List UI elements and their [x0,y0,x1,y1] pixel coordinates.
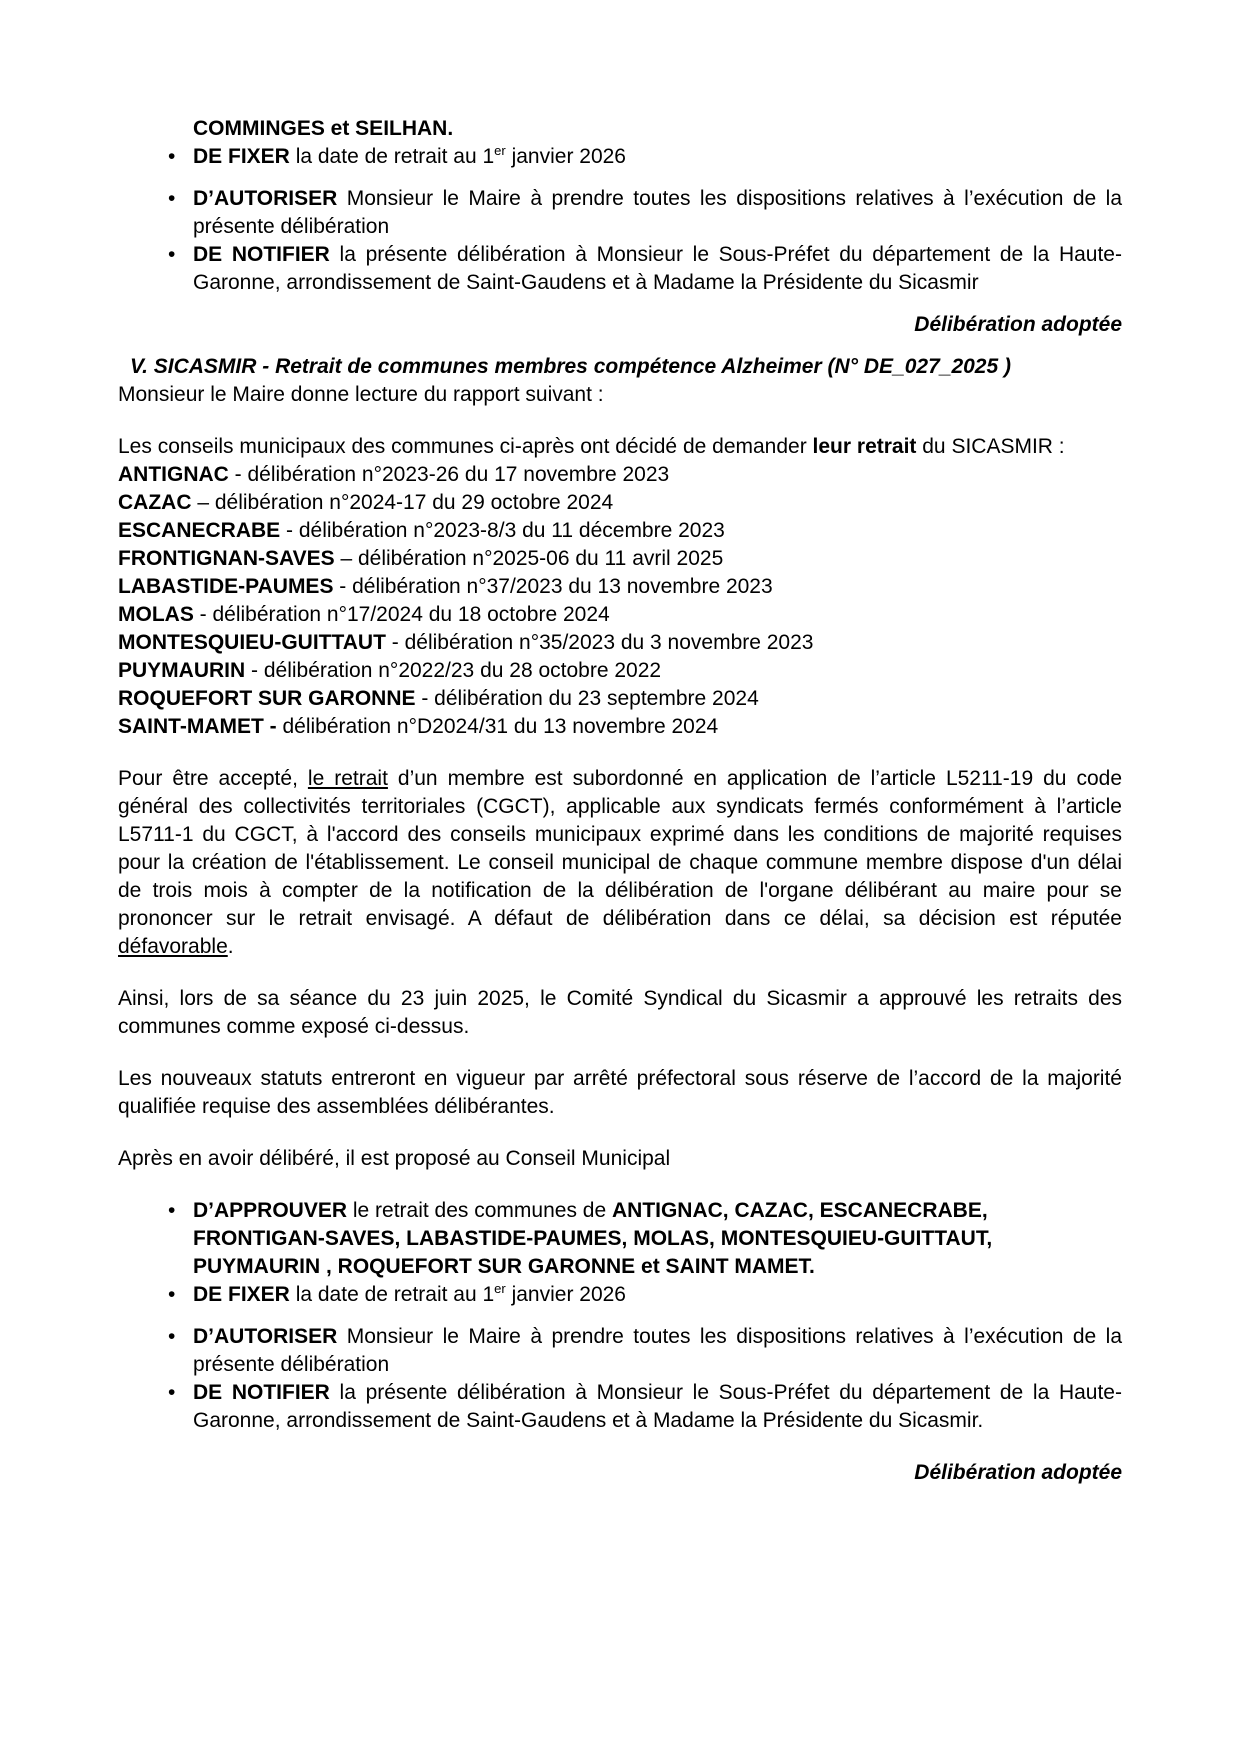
bullet-icon: • [168,1325,176,1348]
document-page [118,115,1122,1487]
list-item: ROQUEFORT SUR GARONNE - délibération du 23 septembre 2024 [118,687,759,710]
bullet-icon: • [168,1199,176,1222]
list-item: FRONTIGNAN-SAVES – délibération n°2025-06 du 11 avril 2025 [118,547,724,570]
list-item: CAZAC – délibération n°2024-17 du 29 octobre 2024 [118,491,614,514]
communes-list [118,461,1122,741]
bullet-icon: • [168,187,176,210]
list-item: MONTESQUIEU-GUITTAUT - délibération n°35/2023 du 3 novembre 2023 [118,631,814,654]
decision-bullet-list [118,1197,1122,1309]
bullet-icon: • [168,1381,176,1404]
adopted-label: Délibération adoptée [914,313,1122,336]
intro-paragraph: Monsieur le Maire donne lecture du rapport suivant : [118,383,604,406]
list-item: • DE NOTIFIER la présente délibération à Monsieur le Sous-Préfet du département de la Haute-Garonne, arrondissement de Saint-Gaudens et à Madame la Présidente du Sicasmir. [168,1381,1122,1432]
continued-communes-line: COMMINGES et SEILHAN. [193,117,454,140]
committee-paragraph: Ainsi, lors de sa séance du 23 juin 2025, le Comité Syndical du Sicasmir a approuvé les retraits des communes comme exposé ci-dessus. [118,987,1122,1038]
top-bullet-list [118,143,1122,171]
list-item: MOLAS - délibération n°17/2024 du 18 octobre 2024 [118,603,610,626]
legal-paragraph: Pour être accepté, le retrait d’un membre est subordonné en application de l’article L5211-19 du code général des collectivités territoriales (CGCT), applicable aux syndicats fermés conformément à l’article L5711-1 du CGCT, à l'accord des conseils municipaux exprimé dans les conditions de majorité requises pour la création de l'établissement. Le conseil municipal de chaque commune membre dispose d'un délai de trois mois à compter de la notification de la délibération de l'organe délibérant au maire pour se prononcer sur le retrait envisagé. A défaut de délibération dans ce délai, sa décision est réputée défavorable. [118,767,1123,958]
list-item: • DE FIXER la date de retrait au 1er janvier 2026 [118,1281,1122,1309]
top-bullet-list-2 [118,185,1122,297]
list-item: LABASTIDE-PAUMES - délibération n°37/2023 du 13 novembre 2023 [118,575,773,598]
bullet-icon: • [168,1283,176,1306]
list-item: • D’AUTORISER Monsieur le Maire à prendre toutes les dispositions relatives à l’exécution de la présente délibération [168,1325,1122,1376]
statutes-paragraph: Les nouveaux statuts entreront en vigueur par arrêté préfectoral sous réserve de l’accord de la majorité qualifiée requise des assemblées délibérantes. [118,1067,1122,1118]
proposal-paragraph: Après en avoir délibéré, il est proposé au Conseil Municipal [118,1147,671,1170]
adopted-label: Délibération adoptée [914,1461,1122,1484]
decision-bullet-list-2 [118,1323,1122,1435]
section-heading: V. SICASMIR - Retrait de communes membres compétence Alzheimer (N° DE_027_2025 ) [130,355,1011,378]
bullet-icon: • [168,145,176,168]
list-item: SAINT-MAMET - délibération n°D2024/31 du 13 novembre 2024 [118,715,719,738]
list-item: • D’APPROUVER le retrait des communes de ANTIGNAC, CAZAC, ESCANECRABE, FRONTIGAN-SAVES, LABASTIDE-PAUMES, MOLAS, MONTESQUIEU-GUITTAUT, PUYMAURIN , ROQUEFORT SUR GARONNE et SAINT MAMET. [168,1199,993,1278]
communes-intro-paragraph: Les conseils municipaux des communes ci-après ont décidé de demander leur retrait du SICASMIR : [118,435,1065,458]
list-item: • DE NOTIFIER la présente délibération à Monsieur le Sous-Préfet du département de la Haute-Garonne, arrondissement de Saint-Gaudens et à Madame la Présidente du Sicasmir [168,243,1122,294]
list-item: PUYMAURIN - délibération n°2022/23 du 28 octobre 2022 [118,659,662,682]
list-item: ESCANECRABE - délibération n°2023-8/3 du 11 décembre 2023 [118,519,725,542]
list-item: • DE FIXER la date de retrait au 1er janvier 2026 [118,143,1122,171]
list-item: • D’AUTORISER Monsieur le Maire à prendre toutes les dispositions relatives à l’exécution de la présente délibération [168,187,1122,238]
list-item: ANTIGNAC - délibération n°2023-26 du 17 novembre 2023 [118,463,670,486]
bullet-icon: • [168,243,176,266]
